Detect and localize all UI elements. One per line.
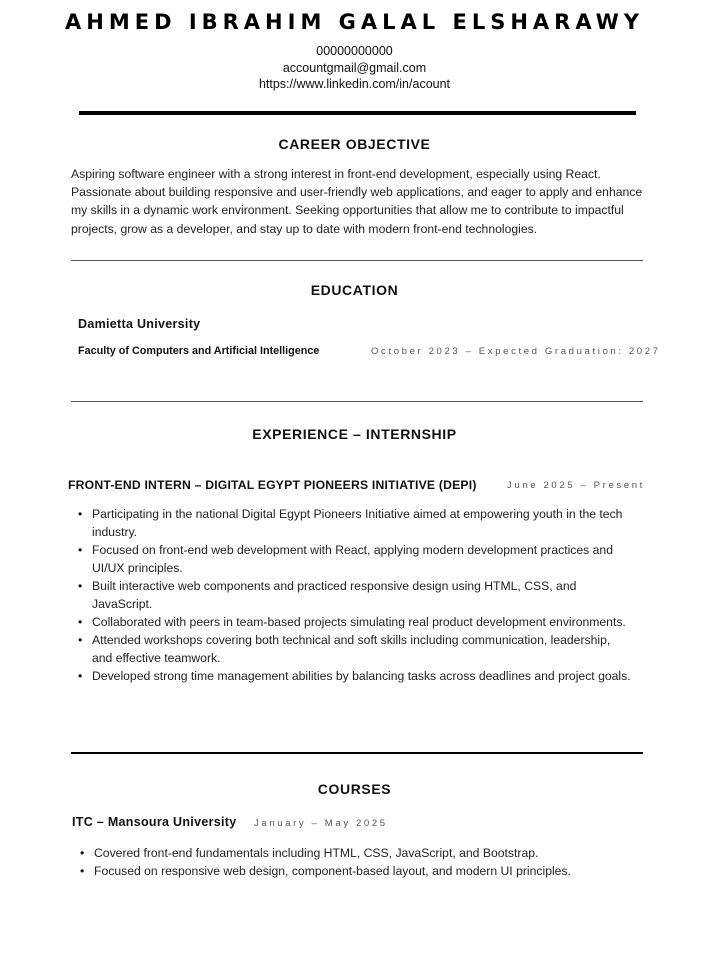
list-item: • Built interactive web components and practiced responsive design using HTML, CSS, and JavaScript. <box>78 577 633 613</box>
section-divider <box>71 752 643 754</box>
contact-phone: 00000000000 <box>316 44 393 58</box>
section-title-courses: COURSES <box>317 781 392 797</box>
resume-name: AHMED IBRAHIM GALAL ELSHARAWY <box>65 10 644 34</box>
section-title-experience: EXPERIENCE – INTERNSHIP <box>252 426 457 442</box>
contact-linkedin[interactable]: https://www.linkedin.com/in/acount <box>258 77 451 91</box>
education-faculty: Faculty of Computers and Artificial Intelligence <box>78 345 320 357</box>
experience-bullets <box>78 505 633 685</box>
list-item: • Covered front-end fundamentals including HTML, CSS, JavaScript, and Bootstrap. <box>80 844 640 862</box>
header-divider <box>79 111 636 115</box>
course-dates: January – May 2025 <box>254 818 388 829</box>
section-title-education: EDUCATION <box>310 282 399 298</box>
course-bullets <box>80 844 640 880</box>
section-title-career-objective: CAREER OBJECTIVE <box>278 136 431 152</box>
list-item: • Collaborated with peers in team-based projects simulating real product development environments. <box>78 613 633 631</box>
section-divider <box>71 401 643 402</box>
list-item: • Focused on front-end web development with React, applying modern development practices and UI/UX principles. <box>78 541 633 577</box>
section-divider <box>71 260 643 261</box>
experience-role: FRONT-END INTERN – DIGITAL EGYPT PIONEERS INITIATIVE (DEPI) <box>68 478 477 492</box>
list-item: • Developed strong time management abilities by balancing tasks across deadlines and project goals. <box>78 667 633 685</box>
education-dates: October 2023 – Expected Graduation: 2027 <box>371 346 661 357</box>
course-provider: ITC – Mansoura University <box>72 815 237 829</box>
list-item: • Participating in the national Digital Egypt Pioneers Initiative aimed at empowering youth in the tech industry. <box>78 505 633 541</box>
career-objective-text: Aspiring software engineer with a strong interest in front-end development, especially using React. Passionate about building responsive and user-friendly web applications, and eager to apply and enhance my skills in a dynamic work environment. Seeking opportunities that allow me to contribute to impactful projects, grow as a developer, and stay up to date with modern front-end technologies. <box>71 167 643 236</box>
education-school: Damietta University <box>78 317 201 331</box>
contact-email[interactable]: accountgmail@gmail.com <box>282 61 427 75</box>
list-item: • Focused on responsive web design, component-based layout, and modern UI principles. <box>80 862 640 880</box>
experience-dates: June 2025 – Present <box>507 480 645 491</box>
list-item: • Attended workshops covering both technical and soft skills including communication, leadership, and effective teamwork. <box>78 631 633 667</box>
